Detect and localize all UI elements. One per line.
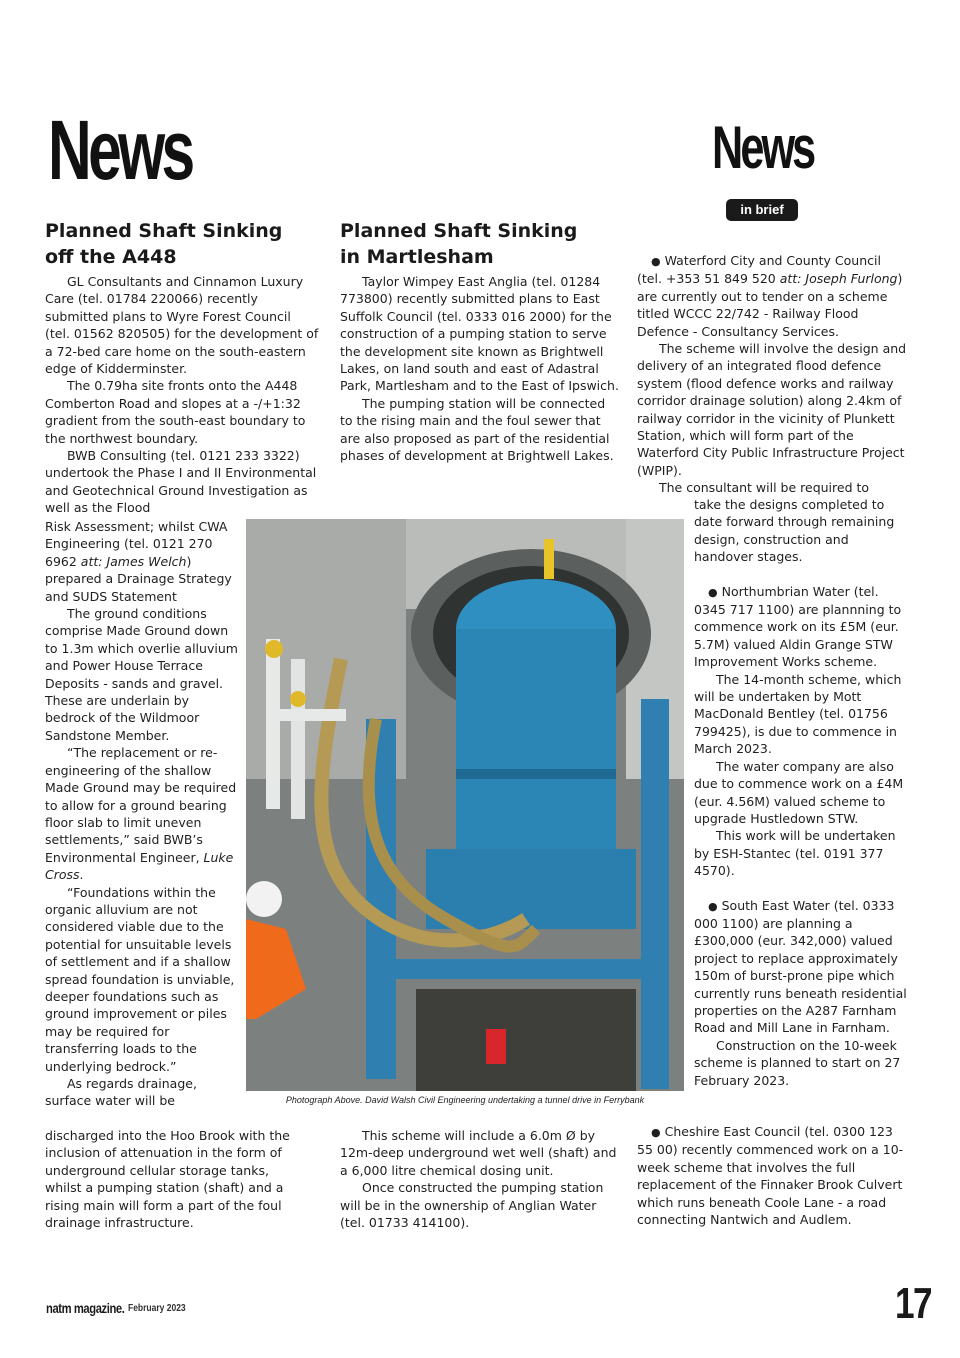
tunnel-drive-photo xyxy=(246,519,684,1091)
brief-paragraph: take the designs completed to date forward through remaining design, construction and handover stages. xyxy=(694,497,895,565)
article-1-body-bottom xyxy=(45,1127,307,1231)
article-2-paragraph: Once constructed the pumping station will be in the ownership of Anglian Water (tel. 01733 414100). xyxy=(340,1180,604,1231)
article-1-paragraph: The 0.79ha site fronts onto the A448 Comberton Road and slopes at a -/+1:32 gradient from the south-east boundary to the northwest boundary. xyxy=(45,378,306,446)
article-1-body-top xyxy=(45,273,319,517)
contact-name: att: James Welch xyxy=(80,553,187,569)
brief-item-northumbrian: ● Northumbrian Water (tel. 0345 717 1100) are plannning to commence work on its £5M (eur. 5.7M) valued Aldin Grange STW Improvement Works scheme. xyxy=(694,583,902,670)
issue-date: February 2023 xyxy=(128,1303,186,1314)
brief-paragraph: Construction on the 10-week scheme is planned to start on 27 February 2023. xyxy=(694,1037,901,1088)
bullet-icon: ● xyxy=(651,255,661,268)
news-in-brief-narrow xyxy=(694,496,909,1089)
article-2-paragraph: Taylor Wimpey East Anglia (tel. 01284 773800) recently submitted plans to East Suffolk Council (tel. 0333 016 2000) for the construction of a pumping station to serve the development site known as Brightwell Lakes, on land south and east of Adastral Park, Martlesham and to the East of Ipswich. xyxy=(340,274,619,394)
article-2-body-bottom xyxy=(340,1127,620,1231)
section-title: News xyxy=(712,114,814,181)
article-1-headline-block xyxy=(45,218,325,270)
photo-caption: Photograph Above. David Walsh Civil Engineering undertaking a tunnel drive in Ferrybank xyxy=(285,1095,645,1105)
brief-paragraph: The consultant will be required to xyxy=(659,480,870,496)
brief-paragraph: The scheme will involve the design and delivery of an integrated flood defence system (flood defence works and railway corridor drainage solution) along 2.4km of railway corridor in the vicinity of Plunkett Station, which will form part of the Waterford City Public Infrastructure Project (WPIP). xyxy=(637,341,907,478)
in-brief-badge: in brief xyxy=(726,199,798,221)
article-1-paragraph: The ground conditions comprise Made Ground down to 1.3m which overlie alluvium and Power House Terrace Deposits - sands and gravel. These are underlain by bedrock of the Wildmoor Sandstone Member. xyxy=(45,606,238,743)
brief-paragraph: This work will be undertaken by ESH-Stantec (tel. 0191 377 4570). xyxy=(694,828,896,879)
article-2-body-top xyxy=(340,273,620,464)
page-title: News xyxy=(48,103,192,197)
article-1-paragraph: Risk Assessment; whilst CWA Engineering (tel. 0121 270 6962 att: James Welch) prepared a Drainage Strategy and SUDS Statement xyxy=(45,519,232,604)
article-1-headline-line2: off the A448 xyxy=(45,246,177,268)
photo-illustration xyxy=(246,519,684,1091)
bullet-icon: ● xyxy=(651,1126,661,1139)
brief-item-cheshire: ● Cheshire East Council (tel. 0300 123 55 00) recently commenced work on a 10-week scheme that involves the full replacement of the Finnaker Brook Culvert which runs beneath Coole Lane - a road connecting Nantwich and Audlem. xyxy=(637,1124,904,1228)
quoted-person: Luke Cross xyxy=(45,849,234,883)
page-number: 17 xyxy=(895,1279,931,1328)
article-1-paragraph: discharged into the Hoo Brook with the inclusion of attenuation in the form of underground cellular storage tanks, whilst a pumping station (shaft) and a rising main will form a part of the foul drainage infrastructure. xyxy=(45,1128,290,1231)
brief-paragraph: The 14-month scheme, which will be undertaken by Mott MacDonald Bentley (tel. 01756 799425), is due to commence in March 2023. xyxy=(694,671,902,757)
bullet-icon: ● xyxy=(708,899,718,913)
article-1-quote: “The replacement or re-engineering of the shallow Made Ground may be required to allow for a ground bearing floor slab to limit uneven settlements,” said BWB’s Environmental Engineer, Luke Cross. xyxy=(45,745,237,883)
article-1-body-narrow xyxy=(45,518,240,1110)
bullet-icon: ● xyxy=(708,585,718,599)
brief-item-waterford: ● Waterford City and County Council (tel. +353 51 849 520 att: Joseph Furlong) are currently out to tender on a scheme titled WCCC 22/742 - Railway Flood Defence - Consultancy Services. xyxy=(637,253,903,339)
article-1-paragraph: GL Consultants and Cinnamon Luxury Care (tel. 01784 220066) recently submitted plans to Wyre Forest Council (tel. 01562 820505) for the development of a 72-bed care home on the south-eastern edge of Kidderminster. xyxy=(45,274,319,377)
news-in-brief-top xyxy=(637,252,909,497)
news-in-brief-bottom xyxy=(637,1123,909,1228)
article-1-headline-line1: Planned Shaft Sinking xyxy=(45,220,283,242)
brief-paragraph: The water company are also due to commence work on a £4M (eur. 4.56M) valued scheme to upgrade Hustledown STW. xyxy=(694,758,904,826)
article-1-paragraph: BWB Consulting (tel. 0121 233 3322) undertook the Phase I and II Environmental and Geotechnical Ground Investigation as well as the Flood xyxy=(45,448,317,516)
contact-name: att: Joseph Furlong xyxy=(779,271,898,287)
article-1-quote: “Foundations within the organic alluvium are not considered viable due to the potential for unsuitable levels of settlement and if a shallow spread foundation is unviable, deeper foundations such as ground improvement or piles may be required for transferring loads to the underlying bedrock.” xyxy=(45,884,235,1074)
article-2-headline-line1: Planned Shaft Sinking xyxy=(340,220,578,242)
magazine-name: natm magazine. xyxy=(46,1300,125,1316)
brief-item-south-east-water: ● South East Water (tel. 0333 000 1100) are planning a £300,000 (eur. 342,000) valued project to replace approximately 150m of burst-prone pipe which currently runs beneath residential properties on the A287 Farnham Road and Mill Lane in Farnham. xyxy=(694,897,907,1036)
article-2-paragraph: The pumping station will be connected to the rising main and the foul sewer that are also proposed as part of the residential phases of development at Brightwell Lakes. xyxy=(340,395,614,464)
article-2-headline-line2: in Martlesham xyxy=(340,246,494,268)
article-2-headline-block xyxy=(340,218,620,270)
article-1-paragraph: As regards drainage, surface water will be xyxy=(45,1076,197,1109)
article-2-paragraph: This scheme will include a 6.0m Ø by 12m-deep underground wet well (shaft) and a 6,000 litre chemical dosing unit. xyxy=(340,1128,617,1178)
